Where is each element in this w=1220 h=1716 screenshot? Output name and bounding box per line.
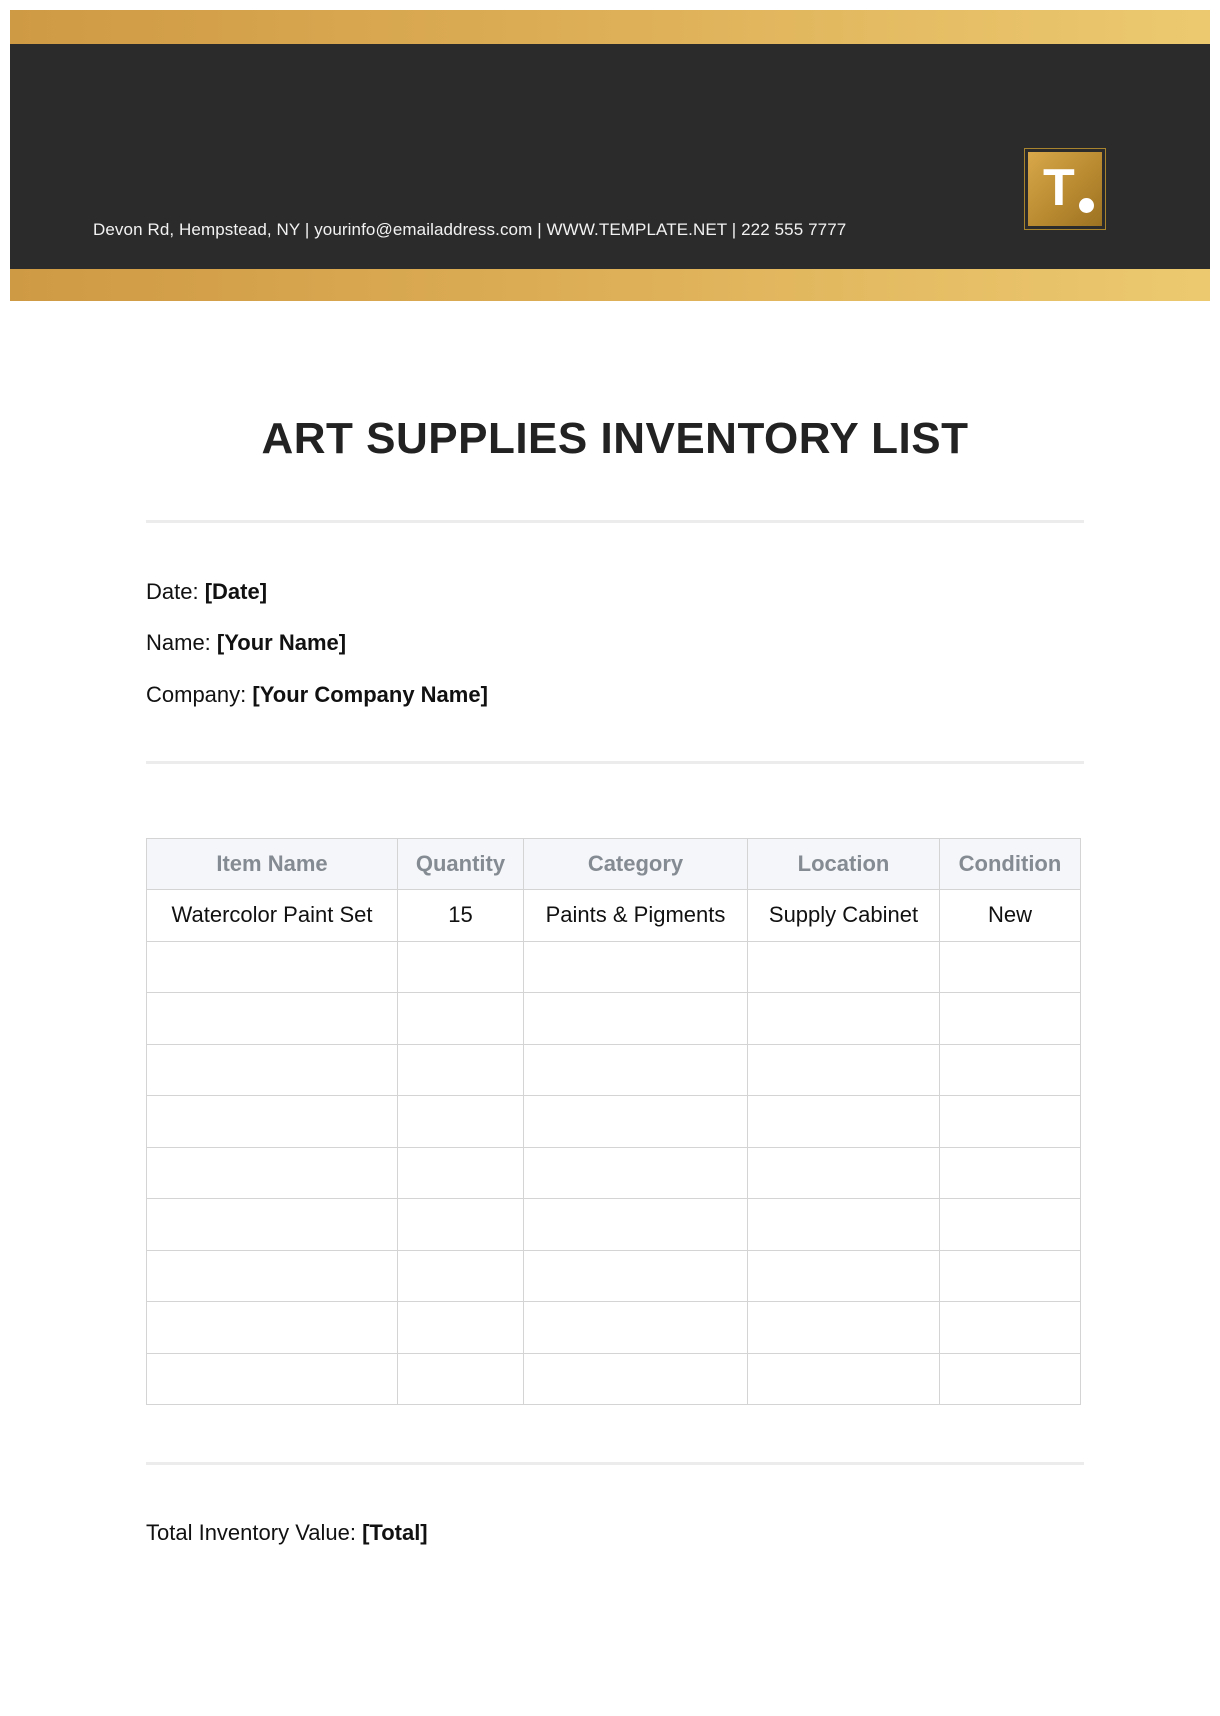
table-row (147, 1353, 1081, 1405)
table-cell[interactable] (748, 1250, 940, 1302)
table-cell[interactable] (398, 1302, 524, 1354)
header-banner (10, 10, 1210, 301)
dark-header-band (10, 44, 1210, 269)
table-row (147, 1147, 1081, 1199)
table-cell[interactable] (940, 1044, 1081, 1096)
logo-letter: T (1043, 159, 1075, 217)
table-cell[interactable] (147, 1302, 398, 1354)
table-cell[interactable] (147, 993, 398, 1045)
table-cell[interactable] (524, 1147, 748, 1199)
logo-dot (1079, 198, 1094, 213)
table-cell[interactable]: Watercolor Paint Set (147, 890, 398, 942)
table-cell[interactable] (147, 1199, 398, 1251)
gold-bottom-band (10, 269, 1210, 301)
table-cell[interactable] (748, 1302, 940, 1354)
table-cell[interactable] (398, 1044, 524, 1096)
company-logo (1024, 148, 1106, 230)
table-cell[interactable] (398, 941, 524, 993)
table-cell[interactable] (147, 1147, 398, 1199)
table-cell[interactable] (940, 1302, 1081, 1354)
table-cell[interactable] (147, 941, 398, 993)
table-row (147, 1250, 1081, 1302)
column-header-location: Location (748, 839, 940, 890)
table-cell[interactable] (398, 1199, 524, 1251)
total-label: Total Inventory Value: (146, 1520, 356, 1545)
table-cell[interactable] (524, 941, 748, 993)
name-label: Name: (146, 630, 211, 655)
table-cell[interactable]: New (940, 890, 1081, 942)
table-cell[interactable]: Supply Cabinet (748, 890, 940, 942)
company-label: Company: (146, 682, 247, 707)
table-cell[interactable] (398, 993, 524, 1045)
table-row (147, 1199, 1081, 1251)
table-row (147, 890, 1081, 942)
table-cell[interactable] (147, 1250, 398, 1302)
table-cell[interactable] (147, 1353, 398, 1405)
name-line (146, 630, 346, 656)
table-cell[interactable] (398, 1353, 524, 1405)
table-row (147, 1096, 1081, 1148)
company-value: [Your Company Name] (252, 682, 488, 707)
table-cell[interactable] (748, 1353, 940, 1405)
table-cell[interactable] (524, 1096, 748, 1148)
inventory-table (146, 838, 1081, 1405)
divider (146, 761, 1084, 764)
table-cell[interactable] (524, 1250, 748, 1302)
table-cell[interactable] (748, 1147, 940, 1199)
total-line (146, 1520, 428, 1546)
logo-mark (1028, 152, 1102, 226)
column-header-condition: Condition (940, 839, 1081, 890)
table-row (147, 941, 1081, 993)
column-header-quantity: Quantity (398, 839, 524, 890)
table-cell[interactable] (940, 1096, 1081, 1148)
table-row (147, 1302, 1081, 1354)
column-header-category: Category (524, 839, 748, 890)
table-cell[interactable] (748, 993, 940, 1045)
table-cell[interactable] (748, 941, 940, 993)
table-cell[interactable] (748, 1096, 940, 1148)
table-cell[interactable] (147, 1044, 398, 1096)
table-cell[interactable] (748, 1199, 940, 1251)
table-cell[interactable] (940, 1353, 1081, 1405)
table-cell[interactable] (398, 1147, 524, 1199)
table-row (147, 1044, 1081, 1096)
table-cell[interactable] (748, 1044, 940, 1096)
table-cell[interactable] (940, 1147, 1081, 1199)
document-title: ART SUPPLIES INVENTORY LIST (261, 414, 969, 463)
table-header-row (147, 839, 1081, 890)
table-cell[interactable] (524, 1302, 748, 1354)
table-cell[interactable] (940, 1199, 1081, 1251)
table-cell[interactable] (524, 1353, 748, 1405)
table-cell[interactable] (940, 1250, 1081, 1302)
table-row (147, 993, 1081, 1045)
company-line (146, 682, 488, 708)
contact-info: Devon Rd, Hempstead, NY | yourinfo@emailaddress.com | WWW.TEMPLATE.NET | 222 555 7777 (93, 220, 847, 239)
table-cell[interactable] (940, 993, 1081, 1045)
table-cell[interactable]: Paints & Pigments (524, 890, 748, 942)
table-cell[interactable] (940, 941, 1081, 993)
gold-top-band (10, 10, 1210, 44)
date-value: [Date] (204, 579, 268, 604)
table-cell[interactable] (398, 1096, 524, 1148)
name-value: [Your Name] (216, 630, 347, 655)
table-cell[interactable]: 15 (398, 890, 524, 942)
column-header-item-name: Item Name (147, 839, 398, 890)
table-cell[interactable] (524, 1199, 748, 1251)
date-label: Date: (146, 579, 199, 604)
table-cell[interactable] (524, 1044, 748, 1096)
divider (146, 520, 1084, 523)
table-cell[interactable] (398, 1250, 524, 1302)
table-cell[interactable] (524, 993, 748, 1045)
divider (146, 1462, 1084, 1465)
total-value: [Total] (362, 1520, 428, 1545)
table-cell[interactable] (147, 1096, 398, 1148)
date-line (146, 579, 267, 605)
